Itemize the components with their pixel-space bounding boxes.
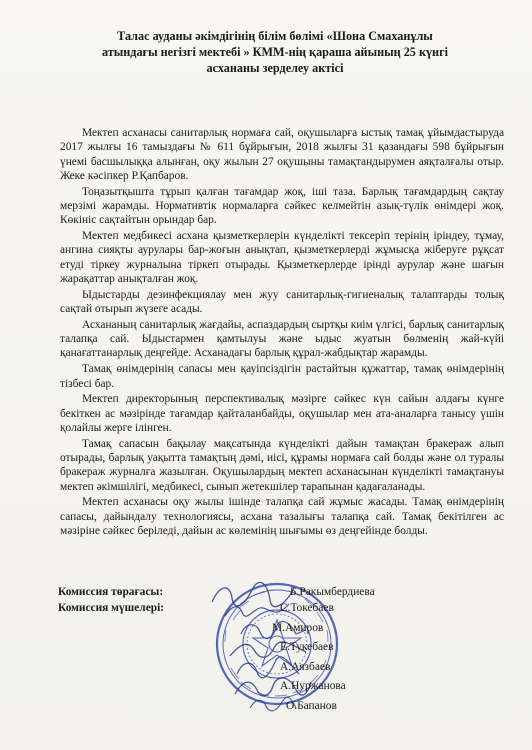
paragraph-1: Мектеп асханасы санитарлық нормаға сай, оқушыларға ыстық тамақ ұйымдастыруда 2017 жылғы 16 тамыздағы № 611 бұйрығын, 2018 жылғы 31 қазандағы 598 бұйрығын үнемі басшылыққа алынған, оқу жылын 27 оқушыны тамақтандырумен аяқталғалы отыр. Жеке кәсіпкер Р.Қапбаров. [60, 127, 504, 182]
commission-members-label: Комиссия мүшелері: [58, 602, 165, 614]
document-title [60, 28, 490, 76]
member-name-2: М.Амиров [272, 622, 324, 634]
title-line-1: Талас ауданы әкімдігінің білім бөлімі «Шона Смаханұлы [117, 29, 433, 43]
paragraph-5: Асхананың санитарлық жағдайы, аспаздардың сыртқы киім үлгісі, барлық санитарлық талапқа сай. Ыдыстармен қамтылуы және ыдыс жуатын бөлменің жай-күйі қанағаттанарлық деңгейде. Асханадағы барлық құрал-жабдықтар жарамды. [60, 318, 504, 360]
title-line-3: асхананы зерделеу актісі [206, 61, 344, 75]
paragraph-8: Тамақ сапасын бақылау мақсатында күнделікті дайын тамақтан бракераж алып отырады, барлық уақытта тамақтың дәмі, иісі, құрамы нормаға сай болды және ол туралы бракераж журналға жазылған. Оқушылардың мектеп асханасынан күнделікті тамақтануы мектеп әкімшілігі, медбикесі, сынып жетекшілер тарапынан қадағаланады. [60, 437, 504, 493]
member-name-3: Е.Тукебаев [280, 641, 334, 653]
member-name-1: С.Токебаев [280, 602, 334, 614]
title-line-2: атындағы негізгі мектебі » КММ-нің қараша айының 25 күнгі [102, 45, 448, 59]
member-name-6: О.Бапанов [286, 700, 337, 712]
paragraph-3: Мектеп медбикесі асхана қызметкерлерін күнделікті тексеріп терінің іріндеу, тұмау, ангина сияқты аурулары бар-жоғын анықтап, қызметкерлерді жұмысқа жіберуге рұқсат етуді тіркеу журналына тіркеп отырады. Қызметкерлерде ірінді аурулар және шағын жарақаттар анықталған жоқ. [60, 230, 504, 285]
document-body [60, 126, 504, 540]
member-name-5: А.Нуржанова [280, 680, 346, 692]
member-name-4: А.Аязбаев [280, 661, 331, 673]
chair-name: Б.Ракымбердиева [290, 586, 375, 598]
signature-block [58, 586, 498, 726]
paragraph-6: Тамақ өнімдерінің сапасы мен қауіпсіздігін растайтын құжаттар, тамақ өнімдерінің тізбесі бар. [60, 363, 504, 390]
paragraph-9: Мектеп асханасы оқу жылы ішінде талапқа сай жұмыс жасады. Тамақ өнімдерінің сапасы, дайындалу технологиясы, асхана тазалығы талапқа сай. Тамақ бекітілген ас мәзіріне сәйкес беріледі, дайын ас көлемінің шығымы өз деңгейінде болды. [60, 496, 504, 538]
paragraph-2: Тоңазытқышта тұрып қалған тағамдар жоқ, іші таза. Барлық тағамдардың сақтау мерзімі жарамды. Нормативтік нормаларға сәйкес келмейтін азық-түлік өнімдері жоқ. Көкініс сақтайтын орындар бар. [60, 185, 504, 227]
paragraph-7: Мектеп директорының перспективалық мәзірге сәйкес күн сайын алдағы күнге бекіткен ас мәзірінде тағамдар қайталанбайды, оқушылар мен ата-аналарға танысу үшін қолайлы жерге ілінген. [60, 393, 504, 434]
commission-chair-label: Комиссия төрағасы: [58, 586, 164, 598]
paragraph-4: Ыдыстарды дезинфекциялау мен жуу санитарлық-гигиеналық талаптарды толық сақтай отырып жүзеге асады. [60, 288, 504, 316]
